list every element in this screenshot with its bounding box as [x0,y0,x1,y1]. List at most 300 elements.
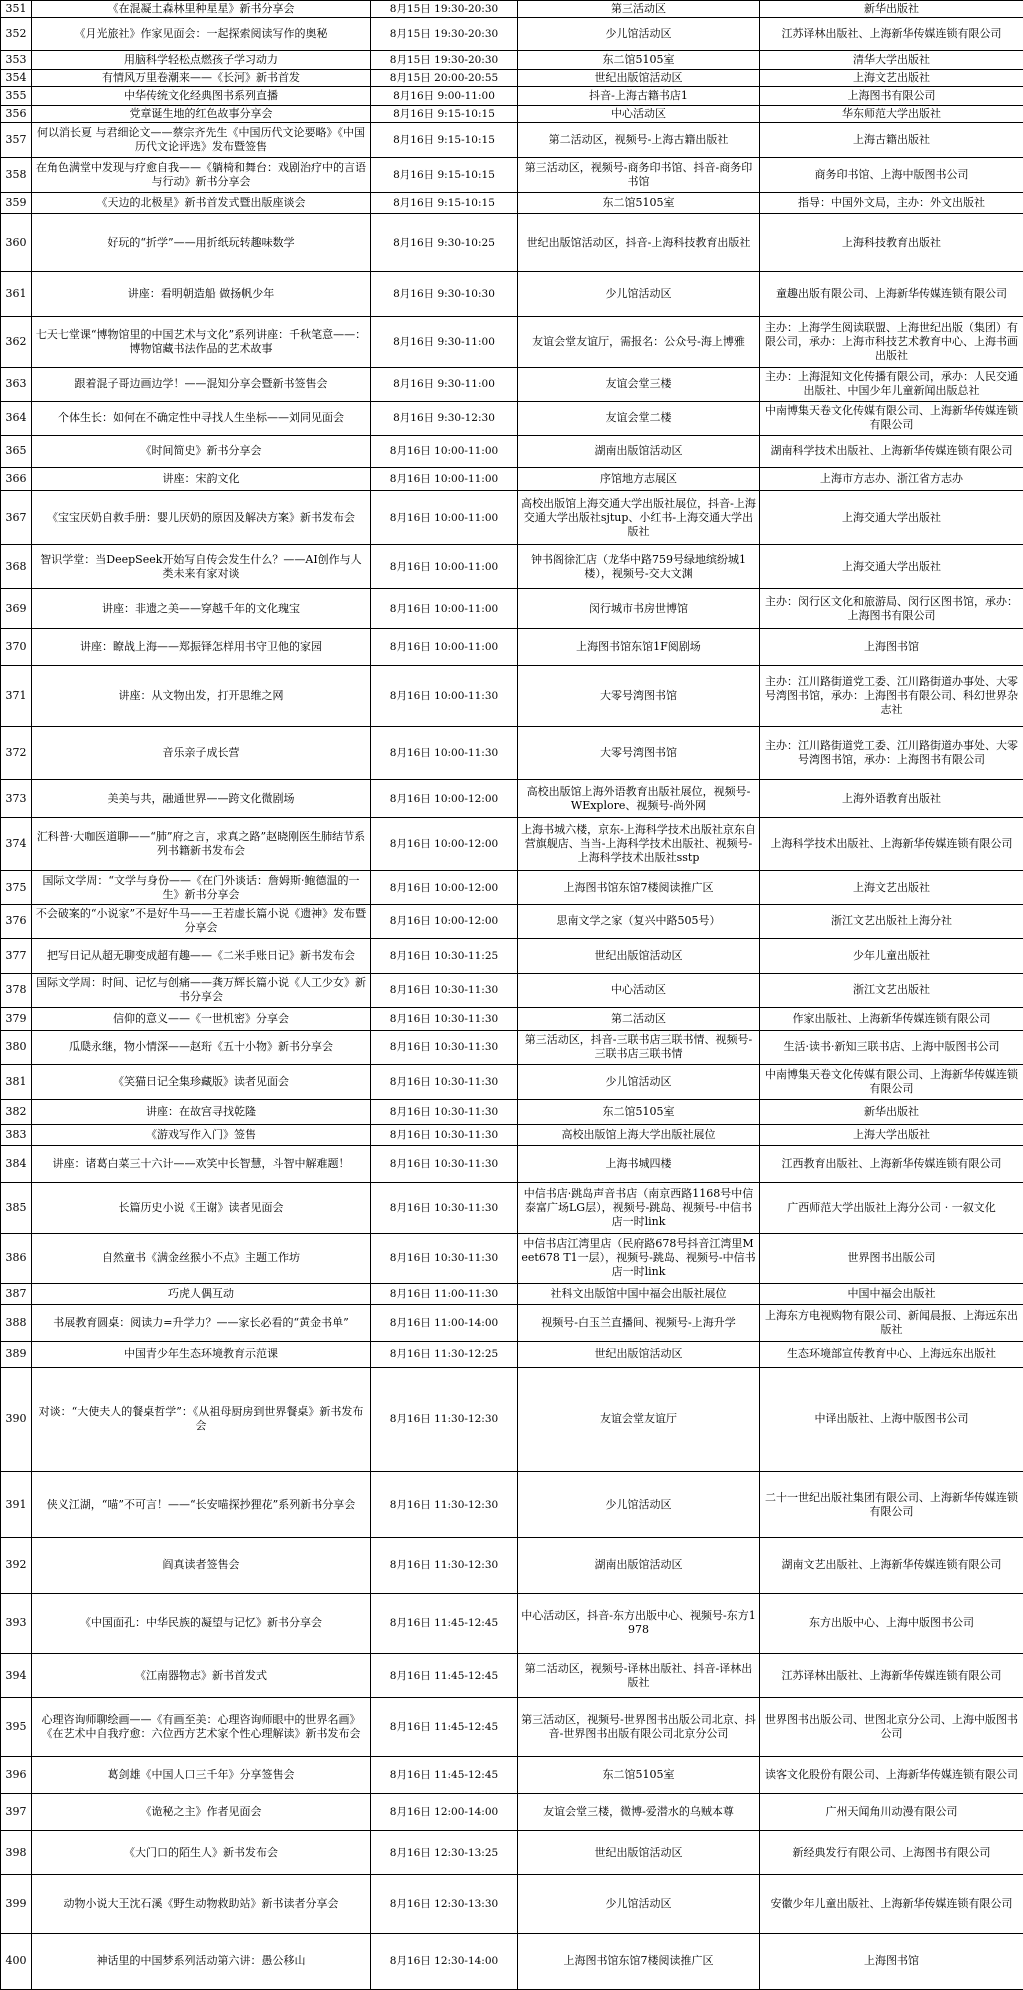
event-number: 375 [1,871,32,905]
event-venue: 世纪出版馆活动区 [518,1831,760,1875]
table-row [1,1472,1023,1537]
table-row [1,491,1023,545]
event-title: 瓜瓞永继，物小情深——赵珩《五十小物》新书分享会 [32,1030,371,1064]
event-venue: 上海书城四楼 [518,1146,760,1183]
event-time: 8月16日 10:30-11:30 [371,1064,518,1099]
event-title: 不会破案的“小说家”不是好牛马——王若虚长篇小说《遗神》发布暨分享会 [32,905,371,939]
event-venue: 湖南出版馆活动区 [518,1537,760,1593]
event-number: 392 [1,1537,32,1593]
event-time: 8月16日 11:00-11:30 [371,1283,518,1304]
table-row [1,316,1023,367]
table-row [1,87,1023,106]
event-venue: 湖南出版馆活动区 [518,435,760,468]
event-title: 动物小说大王沈石溪《野生动物救助站》新书读者分享会 [32,1875,371,1933]
event-title: 美美与共，融通世界——跨文化微剧场 [32,780,371,817]
event-number: 376 [1,905,32,939]
event-organizer: 上海市方志办、浙江省方志办 [760,468,1023,491]
event-venue: 第三活动区，抖音-三联书店三联书情、视频号-三联书店三联书情 [518,1030,760,1064]
event-number: 355 [1,87,32,106]
event-venue: 第二活动区，视频号-译林出版社、抖音-译林出版社 [518,1654,760,1698]
event-title: 《诡秘之主》作者见面会 [32,1793,371,1830]
event-venue: 友谊会堂三楼 [518,367,760,401]
table-row [1,726,1023,780]
table-row [1,589,1023,629]
event-organizer: 新华出版社 [760,1099,1023,1125]
event-number: 381 [1,1064,32,1099]
event-title: 讲座：瞭战上海——郑振铎怎样用书守卫他的家园 [32,628,371,665]
event-organizer: 江苏译林出版社、上海新华传媒连锁有限公司 [760,1654,1023,1698]
event-time: 8月16日 11:00-14:00 [371,1304,518,1341]
event-time: 8月16日 10:00-11:00 [371,468,518,491]
event-time: 8月16日 9:15-10:15 [371,158,518,193]
table-row [1,401,1023,435]
event-title: 书展教育圆桌：阅读力=升学力？——家长必看的“黄金书单” [32,1304,371,1341]
event-time: 8月16日 10:30-11:30 [371,1099,518,1125]
event-time: 8月15日 20:00-20:55 [371,69,518,86]
event-number: 368 [1,545,32,589]
event-title: 把写日记从超无聊变成超有趣——《二米手账日记》新书发布会 [32,938,371,973]
event-number: 367 [1,491,32,545]
event-title: 《在混凝土森林里种星星》新书分享会 [32,1,371,18]
event-organizer: 读客文化股份有限公司、上海新华传媒连锁有限公司 [760,1756,1023,1793]
event-time: 8月16日 10:30-11:30 [371,973,518,1007]
event-number: 353 [1,51,32,70]
table-row [1,367,1023,401]
event-organizer: 少年儿童出版社 [760,938,1023,973]
event-organizer: 上海大学出版社 [760,1125,1023,1146]
table-row [1,817,1023,871]
event-time: 8月16日 11:45-12:45 [371,1654,518,1698]
event-organizer: 世界图书出版公司、世图北京分公司、上海中版图书公司 [760,1698,1023,1756]
event-venue: 高校出版馆上海外语教育出版社展位，视频号-WExplore、视频号-尚外网 [518,780,760,817]
table-row [1,123,1023,158]
event-number: 352 [1,18,32,51]
event-title: 阎真读者签售会 [32,1537,371,1593]
event-title: 中华传统文化经典图书系列直播 [32,87,371,106]
event-title: 党章诞生地的红色故事分享会 [32,105,371,122]
table-row [1,51,1023,70]
event-number: 395 [1,1698,32,1756]
event-title: 《大门口的陌生人》新书发布会 [32,1831,371,1875]
event-venue: 东二馆5105室 [518,1099,760,1125]
event-title: 自然童书《满金丝猴小不点》主题工作坊 [32,1233,371,1283]
event-title: 《江南器物志》新书首发式 [32,1654,371,1698]
event-organizer: 中南博集天卷文化传媒有限公司、上海新华传媒连锁有限公司 [760,401,1023,435]
table-row [1,938,1023,973]
event-venue: 中信书店江湾里店（民府路678号抖音江湾里Meet678 T1一层），视频号-跳岛、视频号-中信书店一时link [518,1233,760,1283]
event-time: 8月16日 10:00-11:00 [371,628,518,665]
event-organizer: 中译出版社、上海中版图书公司 [760,1367,1023,1472]
event-title: 巧虎人偶互动 [32,1283,371,1304]
event-organizer: 上海图书馆 [760,1933,1023,1989]
event-organizer: 童趣出版有限公司、上海新华传媒连锁有限公司 [760,272,1023,316]
event-time: 8月16日 10:00-11:00 [371,545,518,589]
event-time: 8月16日 9:15-10:15 [371,193,518,214]
event-number: 393 [1,1593,32,1654]
event-organizer: 江苏译林出版社、上海新华传媒连锁有限公司 [760,18,1023,51]
event-time: 8月16日 10:30-11:30 [371,1007,518,1030]
table-row [1,1099,1023,1125]
event-venue: 思南文学之家（复兴中路505号） [518,905,760,939]
table-row [1,1007,1023,1030]
event-number: 360 [1,214,32,272]
event-venue: 大零号湾图书馆 [518,666,760,727]
event-number: 398 [1,1831,32,1875]
event-title: 神话里的中国梦系列活动第六讲：愚公移山 [32,1933,371,1989]
table-row [1,1183,1023,1233]
event-organizer: 广州天闻角川动漫有限公司 [760,1793,1023,1830]
event-organizer: 中国中福会出版社 [760,1283,1023,1304]
event-organizer: 世界图书出版公司 [760,1233,1023,1283]
event-venue: 社科文出版馆中国中福会出版社展位 [518,1283,760,1304]
event-number: 399 [1,1875,32,1933]
event-organizer: 主办：上海学生阅读联盟、上海世纪出版（集团）有限公司，承办：上海市科技艺术教育中心、上海书画出版社 [760,316,1023,367]
event-organizer: 江西教育出版社、上海新华传媒连锁有限公司 [760,1146,1023,1183]
event-time: 8月16日 12:30-13:30 [371,1875,518,1933]
table-row [1,1030,1023,1064]
table-row [1,628,1023,665]
event-time: 8月16日 10:00-11:00 [371,435,518,468]
event-time: 8月16日 10:00-11:00 [371,589,518,629]
event-title: 跟着混子哥边画边学！——混知分享会暨新书签售会 [32,367,371,401]
event-number: 388 [1,1304,32,1341]
event-venue: 东二馆5105室 [518,193,760,214]
event-number: 389 [1,1341,32,1367]
event-organizer: 上海图书馆 [760,628,1023,665]
event-time: 8月16日 10:30-11:30 [371,1233,518,1283]
event-number: 366 [1,468,32,491]
event-organizer: 东方出版中心、上海中版图书公司 [760,1593,1023,1654]
table-row [1,1875,1023,1933]
event-venue: 中心活动区 [518,973,760,1007]
event-time: 8月16日 11:45-12:45 [371,1698,518,1756]
table-row [1,1593,1023,1654]
event-number: 362 [1,316,32,367]
event-title: 《游戏写作入门》签售 [32,1125,371,1146]
event-number: 370 [1,628,32,665]
event-organizer: 上海文艺出版社 [760,871,1023,905]
event-time: 8月16日 10:00-12:00 [371,871,518,905]
event-title: 用脑科学轻松点燃孩子学习动力 [32,51,371,70]
event-venue: 第二活动区，视频号-上海古籍出版社 [518,123,760,158]
table-row [1,105,1023,122]
event-time: 8月16日 12:30-13:25 [371,1831,518,1875]
event-organizer: 上海科技教育出版社 [760,214,1023,272]
event-organizer: 广西师范大学出版社上海分公司 · 一叙文化 [760,1183,1023,1233]
event-organizer: 上海科学技术出版社、上海新华传媒连锁有限公司 [760,817,1023,871]
table-row [1,1146,1023,1183]
event-venue: 世纪出版馆活动区，抖音-上海科技教育出版社 [518,214,760,272]
event-title: 何以消长夏 与君细论文——蔡宗齐先生《中国历代文论要略》《中国历代文论评选》发布暨签售 [32,123,371,158]
event-time: 8月16日 9:30-11:00 [371,367,518,401]
event-number: 377 [1,938,32,973]
event-venue: 序馆地方志展区 [518,468,760,491]
event-number: 380 [1,1030,32,1064]
event-organizer: 生活·读书·新知三联书店、上海中版图书公司 [760,1030,1023,1064]
event-time: 8月16日 10:30-11:30 [371,1146,518,1183]
event-venue: 上海书城六楼，京东-上海科学技术出版社京东自营旗舰店、当当-上海科学技术出版社、视频号-上海科学技术出版社sstp [518,817,760,871]
table-row [1,158,1023,193]
event-time: 8月16日 9:00-11:00 [371,87,518,106]
event-number: 400 [1,1933,32,1989]
event-title: 《笑猫日记全集珍藏版》读者见面会 [32,1064,371,1099]
event-title: 音乐亲子成长营 [32,726,371,780]
event-number: 356 [1,105,32,122]
event-number: 357 [1,123,32,158]
event-number: 364 [1,401,32,435]
event-venue: 世纪出版馆活动区 [518,1341,760,1367]
event-title: 汇科普·大咖医道聊——“肺”府之言，求真之路”赵晓刚医生肺结节系列书籍新书发布会 [32,817,371,871]
event-title: 讲座：非遗之美——穿越千年的文化瑰宝 [32,589,371,629]
event-organizer: 主办：江川路街道党工委、江川路街道办事处、大零号湾图书馆，承办：上海图书有限公司 [760,726,1023,780]
table-row [1,871,1023,905]
event-title: 葛剑雄《中国人口三千年》分享签售会 [32,1756,371,1793]
event-time: 8月15日 19:30-20:30 [371,1,518,18]
event-venue: 少儿馆活动区 [518,1875,760,1933]
table-row [1,1933,1023,1989]
table-row [1,1367,1023,1472]
event-organizer: 清华大学出版社 [760,51,1023,70]
table-row [1,545,1023,589]
table-row [1,973,1023,1007]
event-title: 讲座：在故宫寻找乾隆 [32,1099,371,1125]
event-venue: 钟书阁徐汇店（龙华中路759号绿地缤纷城1楼），视频号-交大文渊 [518,545,760,589]
table-row [1,1698,1023,1756]
event-number: 373 [1,780,32,817]
event-time: 8月16日 9:30-10:30 [371,272,518,316]
event-venue: 高校出版馆上海交通大学出版社展位，抖音-上海交通大学出版社sjtup、小红书-上海交通大学出版社 [518,491,760,545]
event-time: 8月16日 11:30-12:25 [371,1341,518,1367]
event-time: 8月16日 10:00-12:00 [371,905,518,939]
event-time: 8月16日 11:30-12:30 [371,1472,518,1537]
event-number: 359 [1,193,32,214]
event-venue: 中心活动区，抖音-东方出版中心、视频号-东方1978 [518,1593,760,1654]
event-organizer: 浙江文艺出版社 [760,973,1023,1007]
event-time: 8月15日 19:30-20:30 [371,51,518,70]
table-row [1,1341,1023,1367]
event-title: 侠义江湖，“喵”不可言！——“长安喵探抄狸花”系列新书分享会 [32,1472,371,1537]
event-title: 讲座：从文物出发，打开思维之网 [32,666,371,727]
schedule-body [1,1,1023,1990]
event-organizer: 上海东方电视购物有限公司、新闻晨报、上海远东出版社 [760,1304,1023,1341]
event-title: 智识学堂：当DeepSeek开始写自传会发生什么？——AI创作与人类未来有家对谈 [32,545,371,589]
table-row [1,1,1023,18]
event-title: 中国青少年生态环境教育示范课 [32,1341,371,1367]
event-number: 387 [1,1283,32,1304]
event-organizer: 作家出版社、上海新华传媒连锁有限公司 [760,1007,1023,1030]
event-organizer: 上海交通大学出版社 [760,545,1023,589]
event-title: 讲座：看明朝造船 做扬帆少年 [32,272,371,316]
event-number: 396 [1,1756,32,1793]
event-organizer: 主办：闵行区文化和旅游局、闵行区图书馆，承办：上海图书有限公司 [760,589,1023,629]
event-time: 8月16日 11:45-12:45 [371,1756,518,1793]
event-title: 信仰的意义——《一世机密》分享会 [32,1007,371,1030]
event-number: 397 [1,1793,32,1830]
event-number: 378 [1,973,32,1007]
event-title: 长篇历史小说《王谢》读者见面会 [32,1183,371,1233]
event-venue: 中心活动区 [518,105,760,122]
event-title: 国际文学周：时间、记忆与创痛——龚万辉长篇小说《人工少女》新书分享会 [32,973,371,1007]
event-time: 8月16日 10:30-11:30 [371,1125,518,1146]
event-time: 8月16日 10:30-11:25 [371,938,518,973]
event-venue: 第二活动区 [518,1007,760,1030]
table-row [1,468,1023,491]
event-venue: 东二馆5105室 [518,1756,760,1793]
event-number: 382 [1,1099,32,1125]
event-time: 8月16日 11:30-12:30 [371,1367,518,1472]
event-venue: 少儿馆活动区 [518,1064,760,1099]
event-title: 国际文学周：“文学与身份——《在门外谈话：詹姆斯·鲍德温的一生》新书分享会 [32,871,371,905]
table-row [1,1283,1023,1304]
event-time: 8月16日 11:45-12:45 [371,1593,518,1654]
event-organizer: 主办：上海混知文化传播有限公司，承办：人民交通出版社、中国少年儿童新闻出版总社 [760,367,1023,401]
event-title: 《天边的北极星》新书首发式暨出版座谈会 [32,193,371,214]
table-row [1,69,1023,86]
event-venue: 第三活动区，视频号-世界图书出版公司北京、抖音-世界图书出版有限公司北京分公司 [518,1698,760,1756]
event-organizer: 湖南科学技术出版社、上海新华传媒连锁有限公司 [760,435,1023,468]
table-row [1,1654,1023,1698]
event-venue: 上海图书馆东馆1F阅剧场 [518,628,760,665]
event-time: 8月15日 19:30-20:30 [371,18,518,51]
event-time: 8月16日 9:15-10:15 [371,123,518,158]
table-row [1,780,1023,817]
table-row [1,1831,1023,1875]
event-title: 个体生长：如何在不确定性中寻找人生坐标——刘同见面会 [32,401,371,435]
event-venue: 第三活动区，视频号-商务印书馆、抖音-商务印书馆 [518,158,760,193]
event-organizer: 浙江文艺出版社上海分社 [760,905,1023,939]
event-title: 七天七堂课“博物馆里的中国艺术与文化”系列讲座：千秋笔意——：博物馆藏书法作品的艺术故事 [32,316,371,367]
event-number: 363 [1,367,32,401]
event-organizer: 主办：江川路街道党工委、江川路街道办事处、大零号湾图书馆，承办：上海图书有限公司、科幻世界杂志社 [760,666,1023,727]
event-organizer: 上海文艺出版社 [760,69,1023,86]
event-venue: 抖音-上海古籍书店1 [518,87,760,106]
event-time: 8月16日 9:30-10:25 [371,214,518,272]
event-venue: 第三活动区 [518,1,760,18]
event-venue: 中信书店·跳岛声音书店（南京西路1168号中信泰富广场LG层），视频号-跳岛、视频号-中信书店一时link [518,1183,760,1233]
event-time: 8月16日 9:30-12:30 [371,401,518,435]
event-number: 358 [1,158,32,193]
event-venue: 少儿馆活动区 [518,272,760,316]
event-title: 《月光旅社》作家见面会：一起探索阅读写作的奥秘 [32,18,371,51]
event-time: 8月16日 10:00-12:00 [371,780,518,817]
event-number: 354 [1,69,32,86]
event-number: 361 [1,272,32,316]
event-title: 在角色满堂中发现与疗愈自我——《躺椅和舞台：戏剧治疗中的言语与行动》新书分享会 [32,158,371,193]
event-venue: 少儿馆活动区 [518,1472,760,1537]
event-venue: 大零号湾图书馆 [518,726,760,780]
event-time: 8月16日 9:15-10:15 [371,105,518,122]
event-number: 351 [1,1,32,18]
event-organizer: 上海古籍出版社 [760,123,1023,158]
event-organizer: 生态环境部宣传教育中心、上海远东出版社 [760,1341,1023,1367]
event-number: 384 [1,1146,32,1183]
event-organizer: 上海外语教育出版社 [760,780,1023,817]
event-venue: 友谊会堂三楼，微博-爱潜水的乌贼本尊 [518,1793,760,1830]
event-title: 《时间简史》新书分享会 [32,435,371,468]
event-title: 《宝宝厌奶自救手册：婴儿厌奶的原因及解决方案》新书发布会 [32,491,371,545]
table-row [1,193,1023,214]
event-organizer: 商务印书馆、上海中版图书公司 [760,158,1023,193]
event-time: 8月16日 10:00-12:00 [371,817,518,871]
table-row [1,1537,1023,1593]
event-title: 《中国面孔：中华民族的凝望与记忆》新书分享会 [32,1593,371,1654]
event-number: 385 [1,1183,32,1233]
event-venue: 上海图书馆东馆7楼阅读推广区 [518,1933,760,1989]
event-organizer: 上海交通大学出版社 [760,491,1023,545]
table-row [1,435,1023,468]
event-organizer: 新华出版社 [760,1,1023,18]
event-organizer: 二十一世纪出版社集团有限公司、上海新华传媒连锁有限公司 [760,1472,1023,1537]
event-number: 394 [1,1654,32,1698]
event-title: 好玩的“折学”——用折纸玩转趣味数学 [32,214,371,272]
event-time: 8月16日 12:00-14:00 [371,1793,518,1830]
table-row [1,214,1023,272]
event-title: 对谈：“大使夫人的餐桌哲学”：《从祖母厨房到世界餐桌》新书发布会 [32,1367,371,1472]
event-number: 386 [1,1233,32,1283]
event-venue: 视频号-白玉兰直播间、视频号-上海升学 [518,1304,760,1341]
event-number: 365 [1,435,32,468]
event-time: 8月16日 12:30-14:00 [371,1933,518,1989]
event-title: 有情风万里卷潮来——《长河》新书首发 [32,69,371,86]
event-number: 383 [1,1125,32,1146]
event-time: 8月16日 11:30-12:30 [371,1537,518,1593]
event-number: 390 [1,1367,32,1472]
event-organizer: 上海图书有限公司 [760,87,1023,106]
event-venue: 东二馆5105室 [518,51,760,70]
event-number: 391 [1,1472,32,1537]
table-row [1,18,1023,51]
event-venue: 世纪出版馆活动区 [518,938,760,973]
event-title: 心理咨询师聊绘画——《有画至美：心理咨询师眼中的世界名画》《在艺术中自我疗愈：六位西方艺术家个性心理解读》新书发布会 [32,1698,371,1756]
event-time: 8月16日 10:00-11:00 [371,491,518,545]
event-time: 8月16日 10:00-11:30 [371,726,518,780]
event-number: 379 [1,1007,32,1030]
event-time: 8月16日 10:00-11:30 [371,666,518,727]
event-venue: 友谊会堂友谊厅 [518,1367,760,1472]
event-number: 371 [1,666,32,727]
table-row [1,1125,1023,1146]
event-organizer: 湖南文艺出版社、上海新华传媒连锁有限公司 [760,1537,1023,1593]
event-venue: 闵行城市书房世博馆 [518,589,760,629]
event-organizer: 华东师范大学出版社 [760,105,1023,122]
event-organizer: 安徽少年儿童出版社、上海新华传媒连锁有限公司 [760,1875,1023,1933]
event-organizer: 指导：中国外文局，主办：外文出版社 [760,193,1023,214]
event-organizer: 中南博集天卷文化传媒有限公司、上海新华传媒连锁有限公司 [760,1064,1023,1099]
table-row [1,1793,1023,1830]
table-row [1,1304,1023,1341]
event-venue: 高校出版馆上海大学出版社展位 [518,1125,760,1146]
event-number: 369 [1,589,32,629]
table-row [1,666,1023,727]
table-row [1,1756,1023,1793]
event-title: 讲座：诸葛白菜三十六计——欢笑中长智慧，斗智中解难题！ [32,1146,371,1183]
event-number: 374 [1,817,32,871]
event-time: 8月16日 9:30-11:00 [371,316,518,367]
event-venue: 世纪出版馆活动区 [518,69,760,86]
event-venue: 少儿馆活动区 [518,18,760,51]
event-time: 8月16日 10:30-11:30 [371,1183,518,1233]
event-venue: 上海图书馆东馆7楼阅读推广区 [518,871,760,905]
table-row [1,272,1023,316]
event-venue: 友谊会堂友谊厅，需报名：公众号-海上博雅 [518,316,760,367]
event-title: 讲座：宋韵文化 [32,468,371,491]
event-organizer: 新经典发行有限公司、上海图书有限公司 [760,1831,1023,1875]
event-number: 372 [1,726,32,780]
table-row [1,1233,1023,1283]
event-venue: 友谊会堂二楼 [518,401,760,435]
event-time: 8月16日 10:30-11:30 [371,1030,518,1064]
table-row [1,905,1023,939]
